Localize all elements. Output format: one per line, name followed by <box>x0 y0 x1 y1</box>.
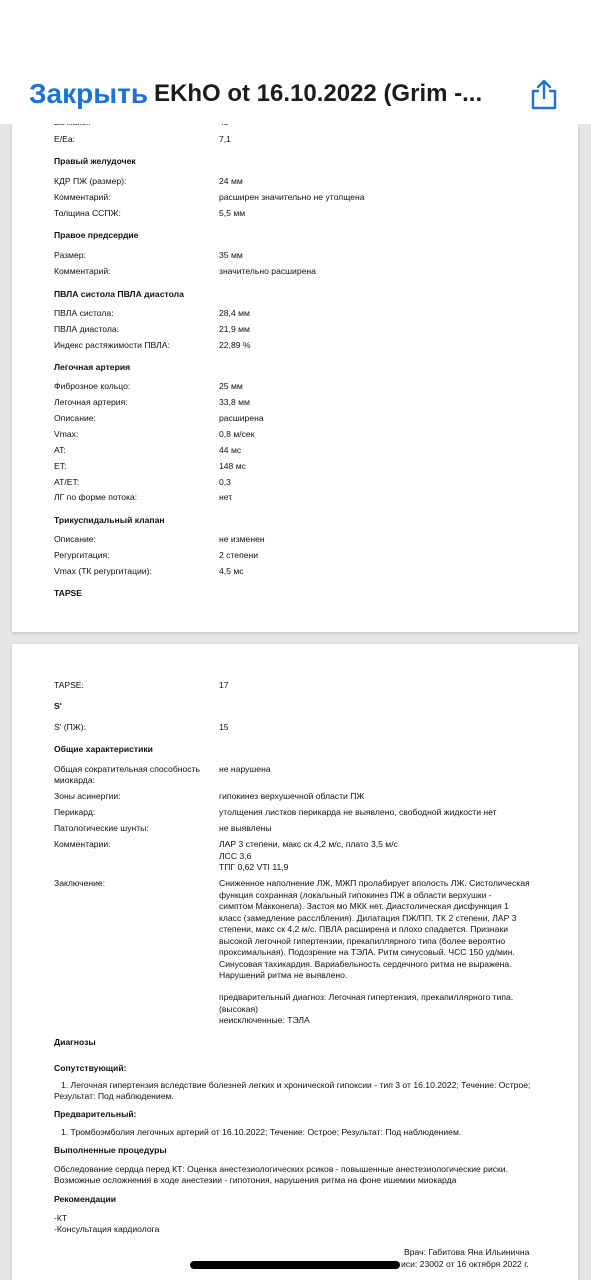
row-value: 24 мм <box>219 176 243 186</box>
row-value: 0,8 м/сек <box>219 429 255 439</box>
row-value: нет <box>219 492 233 502</box>
row-value: расширена <box>219 413 264 423</box>
conclusion-line: степени, макс ск 4,2 м/с. ПВЛА расширена и плохо спадается. Признаки <box>219 924 509 934</box>
document-page-2 <box>12 644 578 1280</box>
row-value: значительно расширена <box>219 266 316 276</box>
row-label: AT: <box>54 445 66 455</box>
row-value: 148 мс <box>219 461 246 471</box>
row-label: Vmax: <box>54 429 79 439</box>
section-title-pvla: ПВЛА систола ПВЛА диастола <box>54 289 184 299</box>
row-label: Зоны асинергии: <box>54 791 121 801</box>
preliminary-diagnosis-line: предварительный диагноз: Легочная гипертензия, прекапиллярного типа. <box>219 992 514 1002</box>
preliminary-diagnosis-line: неисключенные: ТЭЛА <box>219 1015 310 1025</box>
section-title-tricuspid-valve: Трикуспидальный клапан <box>54 515 165 525</box>
preliminary-diagnosis-line: (высокая) <box>219 1003 259 1014</box>
record-number: иси: 23002 от 16 октября 2022 г. <box>401 1259 529 1269</box>
conclusion-line: симптом Макконела). Застоя мо МКК нет. Диастолическая дисфункция 1 <box>219 901 509 911</box>
row-value: 35 мм <box>219 250 243 260</box>
row-value: 22,89 % <box>219 340 251 350</box>
share-icon[interactable] <box>529 78 559 110</box>
row-label: Описание: <box>54 534 96 544</box>
conclusion-line: Сниженное наполнение ЛЖ, МЖП пролабирует вполость ЛЖ. Систолическая <box>219 878 530 888</box>
row-value: 0,3 <box>219 477 231 487</box>
diagnosis-line: Результат: Под наблюдением. <box>54 1091 174 1101</box>
row-label: Патологические шунты: <box>54 823 149 833</box>
row-value: расширен значительно не утолщена <box>219 192 365 202</box>
section-title-recommendations: Рекомендации <box>54 1194 117 1204</box>
row-label: Индекс растяжимости ПВЛА: <box>54 340 170 350</box>
row-value: 2 степени <box>219 550 259 560</box>
close-button[interactable]: Закрыть <box>29 78 149 109</box>
row-label: Комментарий: <box>54 192 111 202</box>
recommendation-line: -КТ <box>54 1213 68 1223</box>
row-value: 21,9 мм <box>219 324 250 334</box>
row-label: КДР ПЖ (размер): <box>54 176 127 186</box>
row-value: 4,5 мс <box>219 566 244 576</box>
section-title-general: Общие характеристики <box>54 744 153 754</box>
comment-line: ТПГ 0,62 VTI 11,9 <box>219 862 289 872</box>
conclusion-line: функция сохранная (локальный гипокинез ПЖ в области верхушки - <box>219 889 492 900</box>
subsection-title-preliminary: Предварительный: <box>54 1109 137 1119</box>
row-label: Заключение: <box>54 878 106 888</box>
section-title-right-ventricle: Правый желудочек <box>54 156 136 166</box>
row-label: ПВЛА систола: <box>54 308 114 318</box>
row-label: Общая сократительная способность <box>54 764 200 774</box>
home-indicator[interactable] <box>190 1261 400 1269</box>
comment-line: ЛАР 3 степени, макс ск 4,2 м/с, плато 3,5 м/с <box>219 839 398 849</box>
section-title-procedures: Выполненные процедуры <box>54 1145 167 1155</box>
top-navigation-bar <box>0 0 591 124</box>
row-label: Комментарий: <box>54 266 111 276</box>
row-label: AT/ET: <box>54 477 80 487</box>
comment-line: ЛСС 3,6 <box>219 851 252 861</box>
conclusion-line: класс (замедление расслбления). Дилатация ПЖ/ПП. ТК 2 степени, ЛАР 3 <box>219 912 517 923</box>
section-title-pulmonary-artery: Легочная артерия <box>54 362 131 372</box>
row-value: 25 мм <box>219 381 243 391</box>
conclusion-line: проксимальная). Подозрение на ТЭЛА. Ритм синусовый. ЧСС 150 уд/мин. <box>219 947 515 957</box>
conclusion-line: Синусовая тахикардия. Вариабельность сердечного ритма не выражена. <box>219 958 512 969</box>
procedure-line: Обследование сердца перед КТ: Оценка анестезиологических рсиков - повышенные анестезиологические риски. <box>54 1164 508 1174</box>
subsection-title-concomitant: Сопутствующий: <box>54 1063 127 1073</box>
row-label: Легочная артерия: <box>54 397 128 407</box>
row-value: гипокинез верхушечной области ПЖ <box>219 791 365 801</box>
row-value: не изменен <box>219 534 265 544</box>
row-value: 15 <box>219 722 229 732</box>
row-label: Комментарии: <box>54 839 111 849</box>
section-title-tapse: TAPSE <box>54 588 83 598</box>
document-page-1 <box>12 124 578 632</box>
section-title-s-prime: S' <box>54 701 62 711</box>
row-value: утолщения листков перикарда не выявлено, свободной жидкости нет <box>219 807 497 817</box>
recommendation-line: -Консультация кардиолога <box>54 1224 160 1234</box>
document-title: EKhO ot 16.10.2022 (Grim -... <box>154 80 483 107</box>
row-label: Vmax (ТК регургитации): <box>54 566 152 576</box>
row-label: миокарда: <box>54 775 95 785</box>
row-label: Описание: <box>54 413 96 423</box>
row-value: 5,5 мм <box>219 208 246 218</box>
row-label: TAPSE: <box>54 680 84 690</box>
row-value: 28,4 мм <box>219 308 250 318</box>
procedure-line: Возможные осложнения в ходе анестезии - гипотония, нарушения ритма на фоне ишемии миокарда <box>54 1175 457 1185</box>
row-label: ЛГ по форме потока: <box>54 492 138 502</box>
row-value: 44 мс <box>219 445 242 455</box>
row-value: 33,8 мм <box>219 397 250 407</box>
conclusion-line: Нарушений ритма не выявлено. <box>219 970 348 980</box>
row-value: не выявлены <box>219 823 272 833</box>
diagnosis-line: 1. Тромбоэмболия легочных артерий от 16.10.2022; Течение: Острое; Результат: Под наблюдением. <box>61 1127 462 1137</box>
row-value: 7,1 <box>219 134 231 144</box>
row-label: ET: <box>54 461 67 471</box>
section-title-right-atrium: Правое предсердие <box>54 230 139 240</box>
row-label: Регургитация: <box>54 550 110 560</box>
row-label: Размер: <box>54 250 86 260</box>
row-label: E/Ea: <box>54 134 76 144</box>
doctor-signature: Врач: Габитова Яна Ильинична <box>404 1247 530 1257</box>
diagnosis-line: 1. Легочная гипертензия вследствие болезней легких и хронической гипоксии - тип 3 от 16.10.2022; Течение: Острое; <box>61 1080 531 1090</box>
row-label: S' (ПЖ): <box>54 722 86 732</box>
section-title-diagnoses: Диагнозы <box>54 1037 96 1047</box>
row-label: ПВЛА диастола: <box>54 324 120 334</box>
conclusion-line: высокой легочной гипертензии, прекапиллярного типа (более вероятно <box>219 935 506 946</box>
row-value: 17 <box>219 680 229 690</box>
row-label: Перикард: <box>54 807 96 817</box>
row-value: не нарушена <box>219 764 271 774</box>
row-label: Толщина ССПЖ: <box>54 208 121 218</box>
row-label: Фиброзное кольцо: <box>54 381 131 391</box>
